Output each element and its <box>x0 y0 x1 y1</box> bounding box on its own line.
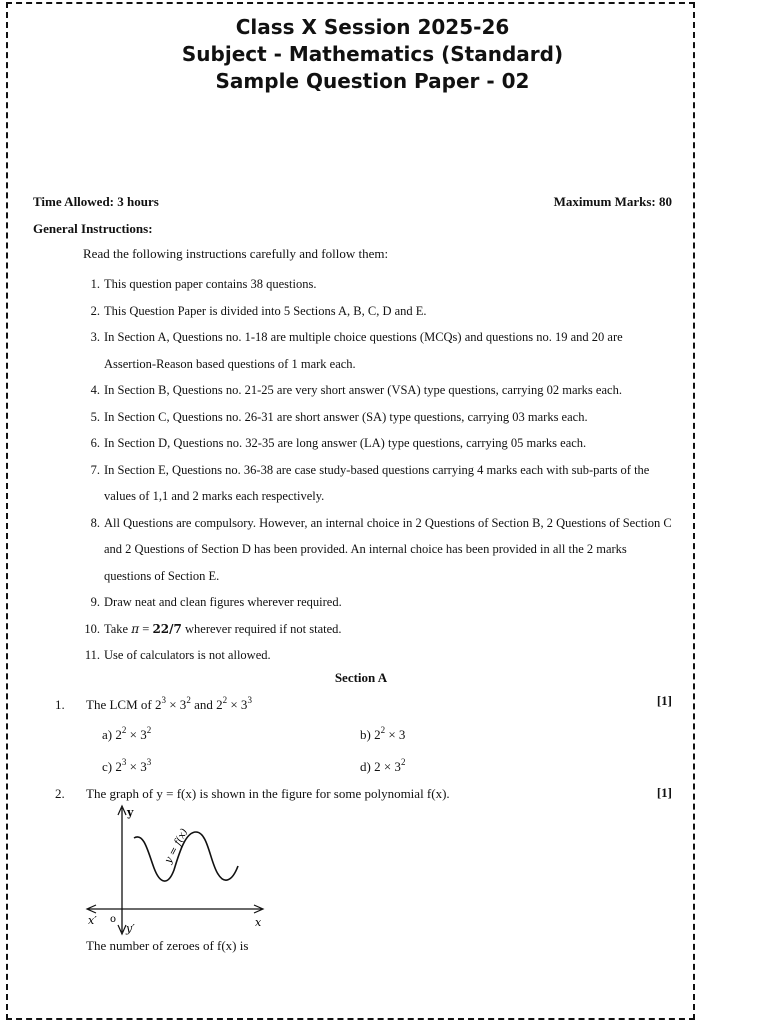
option-a-label: a) <box>102 727 113 742</box>
general-instructions-heading: General Instructions: <box>33 221 153 236</box>
instruction-number: 3. <box>90 330 100 344</box>
question-2-followup: The number of zeroes of f(x) is <box>86 938 249 953</box>
instruction-text-pre: Take <box>104 621 132 636</box>
instruction-number: 8. <box>90 515 100 530</box>
question-2-text: The graph of y = f(x) is shown in the figure for some polynomial f(x). <box>86 786 450 801</box>
instruction-text: In Section C, Questions no. 26-31 are short answer (SA) type questions, carrying 03 marks each. <box>104 409 588 424</box>
question-1-marks: [1] <box>656 693 672 708</box>
instruction-number: 11. <box>84 648 100 662</box>
option-c-label: c) <box>102 759 113 774</box>
curve-label: y = f(x) <box>162 827 191 866</box>
instruction-text: In Section E, Questions no. 36-38 are case study-based questions carrying 4 marks each with sub-parts of the values of 1,1 and 2 marks each respectively. <box>104 462 650 503</box>
x-prime-label: x′ <box>88 914 97 927</box>
instruction-text: Use of calculators is not allowed. <box>104 648 271 662</box>
x-label: x <box>255 916 262 929</box>
instruction-item <box>76 616 676 643</box>
question-1-text-pre: The LCM of 2 <box>86 697 162 712</box>
instruction-text: In Section B, Questions no. 21-25 are very short answer (VSA) type questions, carrying 02 marks each. <box>104 383 622 397</box>
option-b-label: b) <box>360 727 371 742</box>
y-prime-label: y′ <box>126 922 135 935</box>
instruction-number: 6. <box>90 436 100 450</box>
instruction-item <box>76 377 676 404</box>
instruction-item <box>76 510 676 590</box>
question-1-text: The LCM of $2^3 \times 3^2$ and $2^2 \times 3^3$ <box>86 695 252 712</box>
polynomial-graph <box>82 802 272 942</box>
option-d[interactable]: d) $2 \times 3^2$ <box>360 757 406 774</box>
instruction-number: 4. <box>90 383 100 397</box>
section-a-title: Section A <box>334 670 388 685</box>
question-2-number: 2. <box>55 786 65 801</box>
instructions-list <box>76 271 676 669</box>
instruction-text: In Section A, Questions no. 1-18 are multiple choice questions (MCQs) and questions no. 19 and 20 are Assertion-Reason based questions of 1 mark each. <box>104 330 623 371</box>
instruction-item <box>76 324 676 377</box>
instruction-number: 5. <box>90 409 100 424</box>
paper-header <box>0 14 745 95</box>
option-c[interactable]: c) $2^3 \times 3^3$ <box>102 757 152 774</box>
origin-label: o <box>110 914 117 925</box>
instruction-item <box>76 589 676 616</box>
question-1-number: 1. <box>55 697 65 712</box>
instructions-intro: Read the following instructions carefully and follow them: <box>83 246 389 261</box>
instruction-item <box>76 430 676 457</box>
instruction-item <box>76 457 676 510</box>
y-label: y <box>127 806 134 819</box>
instruction-number: 2. <box>90 303 100 318</box>
instruction-item <box>76 298 676 325</box>
instruction-number: 9. <box>90 595 100 609</box>
instruction-number: 7. <box>90 462 100 477</box>
instruction-text: Draw neat and clean figures wherever required. <box>104 595 342 609</box>
question-2-marks: [1] <box>656 785 672 800</box>
maximum-marks: Maximum Marks: 80 <box>553 194 672 209</box>
instruction-text-post: wherever required if not stated. <box>181 621 342 636</box>
instruction-text: This question paper contains 38 questions. <box>104 277 317 291</box>
instruction-number: 1. <box>90 277 100 291</box>
instruction-item <box>76 404 676 431</box>
instruction-text <box>100 616 676 643</box>
time-allowed: Time Allowed: 3 hours <box>33 194 159 209</box>
option-d-label: d) <box>360 759 371 774</box>
instruction-text: All Questions are compulsory. However, an internal choice in 2 Questions of Section B, 2 Questions of Section C and 2 Questions of Section D has been provided. An internal choice has been provided in all the 2 marks questions of Section E. <box>104 515 672 583</box>
class-session-title: Class X Session 2025-26 <box>235 15 510 39</box>
instruction-text: This Question Paper is divided into 5 Sections A, B, C, D and E. <box>104 303 427 318</box>
pi-symbol: π <box>131 621 140 636</box>
pi-value: 22/7 <box>152 621 182 636</box>
option-a[interactable]: a) $2^2 \times 3^2$ <box>102 725 152 742</box>
instruction-text: In Section D, Questions no. 32-35 are long answer (LA) type questions, carrying 05 marks each. <box>104 436 587 450</box>
instruction-number: 10. <box>84 621 100 636</box>
equals-sign: = <box>139 621 153 636</box>
option-b[interactable]: b) $2^2 \times 3$ <box>360 725 406 742</box>
instruction-item <box>76 642 676 669</box>
subject-title: Subject - Mathematics (Standard) <box>181 42 564 66</box>
paper-title: Sample Question Paper - 02 <box>215 69 530 93</box>
instruction-item <box>76 271 676 298</box>
